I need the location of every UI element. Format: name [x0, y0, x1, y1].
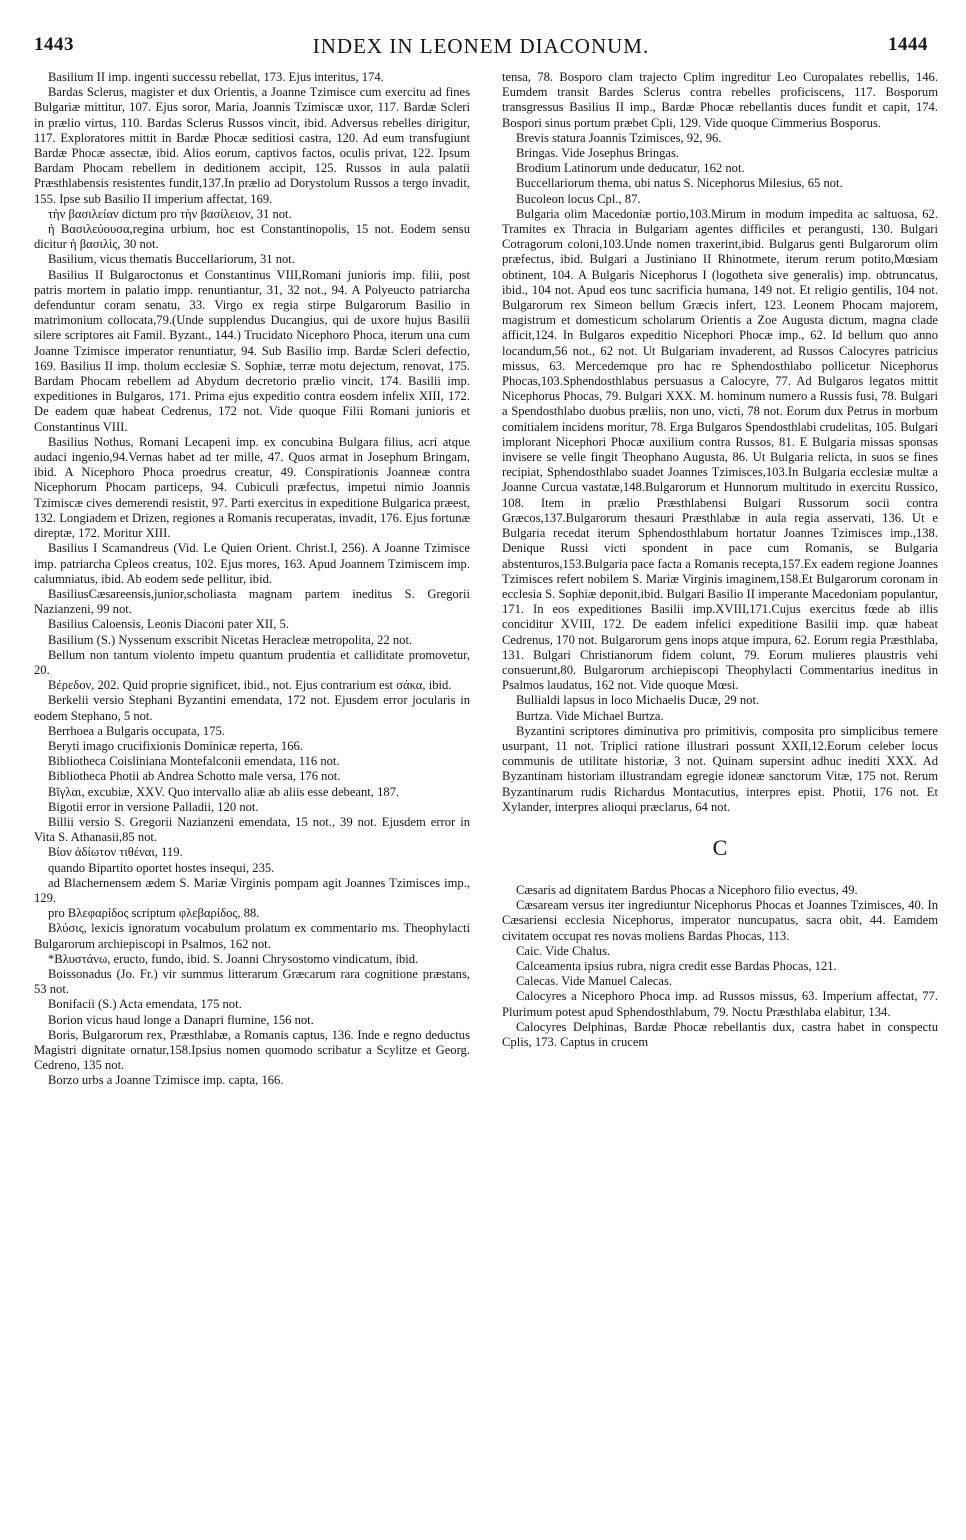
index-entry: Basilius II Bulgaroctonus et Constantinus VIII,Romani junioris imp. filii, post patris mortem in palatio impp. renuntiantur, 31, 32 not., 94. A Polyeucto patriarcha defenduntur coram senatu, 33. Virgo ex regia stirpe Bulgarorum Basilio in matrimonium collocata,79.(Unde supplendus Ducangius, qui de uxore hujus Basilii silere scriptores ait Famil. Byzant., 144.) Trucidato Nicephoro Phoca, iterum una cum Joanne Tzimisce imperator renuntiatur, 94. Sub Basilio imp. Bardæ Scleri defectio, 169. Basilius II imp. tholum ecclesiæ S. Sophiæ, terræ motu dejectum, renovat, 175. Bardam Phocam rebellem ad Abydum decretorio prælio vincit, 174. Basilii imp. expeditiones in Bulgaros, 171. Prima ejus expeditio contra eosdem infelix XIII, 172. De eadem quæ habeat Cedrenus, 172 not. Vide quoque Filii Romani junioris et Constantinus VIII.	[34, 267, 470, 434]
index-entry: Bringas. Vide Josephus Bringas.	[516, 146, 680, 161]
section-letter-heading: C	[712, 834, 728, 860]
index-entry: Bigotii error in versione Palladii, 120 not.	[48, 799, 259, 814]
index-entry: Βῖγλαι, excubiæ, XXV. Quo intervallo aliæ ab aliis esse debeant, 187.	[48, 784, 400, 799]
index-entry: Bucoleon locus Cpl., 87.	[516, 191, 641, 206]
index-entry: Basilius I Scamandreus (Vid. Le Quien Orient. Christ.I, 256). A Joanne Tzimisce imp. patriarcha Cpleos creatus, 102. Ejus mores, 163. Apud Joannem Tzimiscem imp. calumniatus, ibid. Ab eodem sede pellitur, ibid.	[34, 541, 470, 586]
index-entry: Boissonadus (Jo. Fr.) vir summus litterarum Græcarum rara cognitione præstans, 53 not.	[34, 966, 470, 997]
index-entry: Bellum non tantum violento impetu quantum prudentia et calliditate promovetur, 20.	[34, 647, 470, 677]
page-header	[34, 34, 928, 62]
index-entry: Buccellariorum thema, ubi natus S. Nicephorus Milesius, 65 not.	[516, 176, 843, 191]
index-entry: Calceamenta ipsius rubra, nigra credit esse Bardas Phocas, 121.	[516, 958, 837, 973]
index-entry: pro Βλεφαρίδος scriptum φλεβαρίδος, 88.	[48, 906, 260, 921]
index-entry: Borzo urbs a Joanne Tzimisce imp. capta, 166.	[48, 1073, 284, 1088]
index-entry: Burtza. Vide Michael Burtza.	[516, 708, 664, 723]
index-entry: Basilium II imp. ingenti successu rebellat, 173. Ejus interitus, 174.	[48, 70, 384, 84]
index-entry: Beryti imago crucifixionis Dominicæ reperta, 166.	[48, 738, 303, 753]
page-number-left: 1443	[34, 34, 74, 55]
index-entry: Brevis statura Joannis Tzimisces, 92, 96.	[516, 130, 722, 145]
index-entry: ἡ Βασιλεύουσα,regina urbium, hoc est Constantinopolis, 15 not. Eodem sensu dicitur ἡ βασιλὶς, 30 not.	[34, 222, 470, 252]
index-entry: Βέρεδον, 202. Quid proprie significet, ibid., not. Ejus contrarium est σάκα, ibid.	[48, 678, 452, 693]
index-entry: Boris, Bulgarorum rex, Præsthlabæ, a Romanis captus, 136. Inde e regno deductus Magistri dignitate ornatur,158.Ipsius nomen quomodo scribatur a Scylitze et Georg. Cedreno, 135 not.	[34, 1027, 470, 1073]
index-entry: Caic. Vide Chalus.	[516, 943, 611, 958]
running-title: INDEX IN LEONEM DIACONUM.	[312, 34, 650, 58]
index-entry: Byzantini scriptores diminutiva pro primitivis, composita pro simplicibus temere usurpant, 11 not. Triplici ratione illustrari possunt XXII,12.Eorum celeber locus communis de utilitate historiæ, 3 not. Quinam supersint adhuc inediti XXX. Ad Byzantinam historiam illustrandam egregie idoneæ sanctorum Vitæ, 175 not. Rerum Byzantinarum rudis Richardus Montacutius, interpres epist. Photii, 176 not. Et Xylander, interpres alioqui præclarus, 64 not.	[502, 723, 938, 814]
index-entry: Basilium, vicus thematis Buccellariorum, 31 not.	[48, 252, 295, 267]
index-entry: Billii versio S. Gregorii Nazianzeni emendata, 15 not., 39 not. Ejusdem error in Vita S. Athanasii,85 not.	[34, 814, 470, 845]
index-entry: Basilius Nothus, Romani Lecapeni imp. ex concubina Bulgara filius, acri atque audaci ingenio,94.Vernas habet ad ter mille, 47. Quos armat in Josephum Bringam, ibid. A Nicephoro Phoca proedrus creatur, 49. Conspirationis Joanneæ contra Nicephorum Phocam particeps, 94. Cubiculi præfectus, impetui nimio Joannis Tzimiscæ cives demerendi resistit, 97. Parti exercitus in expeditione Bulgarica præest, 132. Longiadem et Drizen, regiones a Romanis recuperatas, invadit, 176. Ejus fortunæ direptæ, 172. Moritur XIII.	[34, 434, 470, 541]
index-entry: Berkelii versio Stephani Byzantini emendata, 172 not. Ejusdem error jocularis in eodem Stephano, 5 not.	[34, 693, 470, 723]
index-entry: τὴν βασιλείαν dictum pro τὴν βασίλειον, 31 not.	[48, 206, 292, 221]
index-entry: Bardas Sclerus, magister et dux Orientis, a Joanne Tzimisce cum exercitu ad fines Bulgariæ mittitur, 107. Ejus soror, Maria, Joannis Tzimiscæ uxor, 117. Bardæ Scleri in prælio virtus, 110. Bardas Sclerus Russos vincit, ibid. Adversus rebelles dirigitur, 117. Exploratores mittit in Bardæ Phocæ seditiosi castra, 120. Ad eum transfugiunt Bardæ Phocæ assectæ, ibid. Alios eorum, captivos factos, oculis privat, 122. Ipsum Bardam Phocam rebellem in deditionem accipit, 125. Russos in aula palatii Præsthlabensis resistentes fundit,137.In prælio ad Dorystolum Russos a tergo invadit, 155. Ipse sub Basilio II imperium affectat, 169.	[34, 85, 470, 206]
index-entry: Calecas. Vide Manuel Calecas.	[516, 974, 673, 989]
index-entry: Cæsaris ad dignitatem Bardus Phocas a Nicephoro filio evectus, 49.	[516, 882, 858, 897]
index-entry: Calocyres Delphinas, Bardæ Phocæ rebellantis dux, castra habet in conspectu Cplis, 173. Captus in crucem	[502, 1019, 938, 1049]
index-column-right	[502, 70, 938, 1536]
index-entry: Βλύσις, lexicis ignoratum vocabulum prolatum ex commentario ms. Theophylacti Bulgarorum archiepiscopi in Psalmos, 162 not.	[34, 921, 470, 951]
index-entry: Calocyres a Nicephoro Phoca imp. ad Russos missus, 63. Imperium affectat, 77. Plurimum potest apud Sphendosthlabum, 79. Noctu Præsthlaba elabitur, 134.	[502, 989, 938, 1019]
index-entry: Basilium (S.) Nyssenum exscribit Nicetas Heracleæ metropolita, 22 not.	[48, 632, 413, 647]
page-number-right: 1444	[888, 34, 928, 55]
index-entry: Bonifacii (S.) Acta emendata, 175 not.	[48, 997, 242, 1012]
index-entry: quando Bipartito oportet hostes insequi, 235.	[48, 860, 275, 875]
index-entry: *Βλυστάνω, eructo, fundo, ibid. S. Joanni Chrysostomo vindicatum, ibid.	[48, 951, 419, 966]
index-entry: ad Blachernensem ædem S. Mariæ Virginis pompam agit Joannes Tzimisces imp., 129.	[34, 875, 470, 905]
index-column-left	[34, 70, 470, 1536]
index-entry: Basilius Caloensis, Leonis Diaconi pater XII, 5.	[48, 617, 289, 632]
index-entry: Cæsaream versus iter ingrediuntur Nicephorus Phocas et Joannes Tzimisces, 40. In Cæsariensi ecclesia Nicephorus, imperator nuncupatus, sacra obit, 44. Eamdem civitatem occupat res novas moliens Bardas Phocas, 113.	[502, 898, 938, 943]
index-entry: Bulgaria olim Macedoniæ portio,103.Mirum in modum impedita ac saltuosa, 62. Tramites ex Thracia in Bulgariam agentes difficiles et perangusti, 130. Bulgari Cotragorum coloni,103.Unde nomen traxerint,ibid. Bulgarus genti Bulgarorum olim præfectus, ibid. Bulgari a Justiniano II Rhinotmete, iterum rerum potito,Mœsiam obtinent, 104. A Bulgaris Nicephorus I (logotheta sive generalis) imp. obtruncatus, ibid., 104 not. Apud eos tunc sacrificia humana, 149 not. Et religio gentilis, 104 not. Bulgarorum rex Simeon bellum Græcis infert, 123. Leonem Phocam majorem, magistrum et domesticum scholarum Orientis a Zoe Augusta dictum, magna clade afficit,124. In Bulgaros expeditio Nicephori Phocæ imp., 62. Id bellum quo anno locandum,56 not., 62 not. Ut Bulgariam invaderent, ad Russos Calocyres patricius missus, 63. Mercedemque pro hac re Sphendosthlabo pollicetur Nicephorus Phocas,103.Sphendosthlabus persuasus a Calocyre, 77. Ad Bulgaros legatos mittit Nicephorus Phocas, 79. Bulgari XXX. M. hominum numero a Russis fusi, 78. Bulgari a Spendosthlabo duobus præliis, non uno, victi, 78 not. Eorum dux Petrus in morbum comitialem incidens moritur, 78. Erga Bulgaros Spendosthlabi crudelitas, 105. Bulgari implorant Nicephori Phocæ auxilium contra Russos, 81. E Bulgaria missas sponsas invisere se velle fingit Theophano Augusta, 86. Ut Bulgaria relicta, in suos se fines recipiat, Sphendosthlabo suadet Joannes Tzimisces,103.In Bulgaria ecclesiæ multæ a Joanne Curcua vastatæ,148.Bulgarorum et Hunnorum multitudo in exercitu Russico, 108. Item in prælio Præsthlabensi Bulgari Russorum socii contra Græcos,137.Bulgarorum thesauri Præsthlabæ in aula regia asservati, 136. Ut e Bulgaria recedat iterum Sphendosthlabum hortatur Joannes Tzimisces imp.,138. Denique Russi victi spondent in pace cum Romanis, se Bulgaria abstenturos,153.Bulgaria pace facta a Romanis recepta,157.Ex eadem regione Joannes Tzimisces refert nobilem S. Mariæ Virginis imaginem,158.Et Bulgarorum coronam in ecclesia S. Sophiæ deponit,ibid. Bulgari Basilio II imperante Macedoniam populantur, 171. In eos expeditiones Basilii imp.XVIII,171.Cujus exercitus fœde ab illis conciditur XVIII, 172. De eadem infelici expeditione Basilii imp. quæ habeat Cedrenus, 170 not. Bulgarorum gens inops atque impura, 62. Eorum regia Præsthlaba, 131. Bulgari Christianorum fidem colunt, 79. Eorum mulieres plaustris vehi consuerunt,80. Bulgarorum archiepiscopi Theophylacti Commentarius ineditus in Psalmos laudatus, 162 not. Vide quoque Mœsi.	[502, 206, 938, 693]
index-entry: Borion vicus haud longe a Danapri flumine, 156 not.	[48, 1012, 314, 1027]
index-entry: Bullialdi lapsus in loco Michaelis Ducæ, 29 not.	[516, 693, 760, 708]
index-entry: Bibliotheca Coisliniana Montefalconii emendata, 116 not.	[48, 754, 340, 769]
index-entry: Berrhoea a Bulgaris occupata, 175.	[48, 723, 225, 738]
index-entry: Brodium Latinorum unde deducatur, 162 not.	[516, 161, 745, 176]
index-entry: Βίον ἀδίωτον τιθέναι, 119.	[48, 845, 183, 860]
index-entry: tensa, 78. Bosporo clam trajecto Cplim ingreditur Leo Curopalates rebellis, 146. Eumdem transit Bardes Sclerus contra rebelles proficiscens, 117. Bosporum transgressus Basilius II imp., Bardæ Phocæ rebellantis duces fundit et capit, 174. Bospori sinus portum præbet Cpli, 129. Vide quoque Cimmerius Bosporus.	[502, 70, 938, 130]
index-entry: Bibliotheca Photii ab Andrea Schotto male versa, 176 not.	[48, 769, 341, 784]
index-entry: BasiliusCæsareensis,junior,scholiasta magnam partem ineditus S. Gregorii Nazianzeni, 99 not.	[34, 586, 470, 617]
